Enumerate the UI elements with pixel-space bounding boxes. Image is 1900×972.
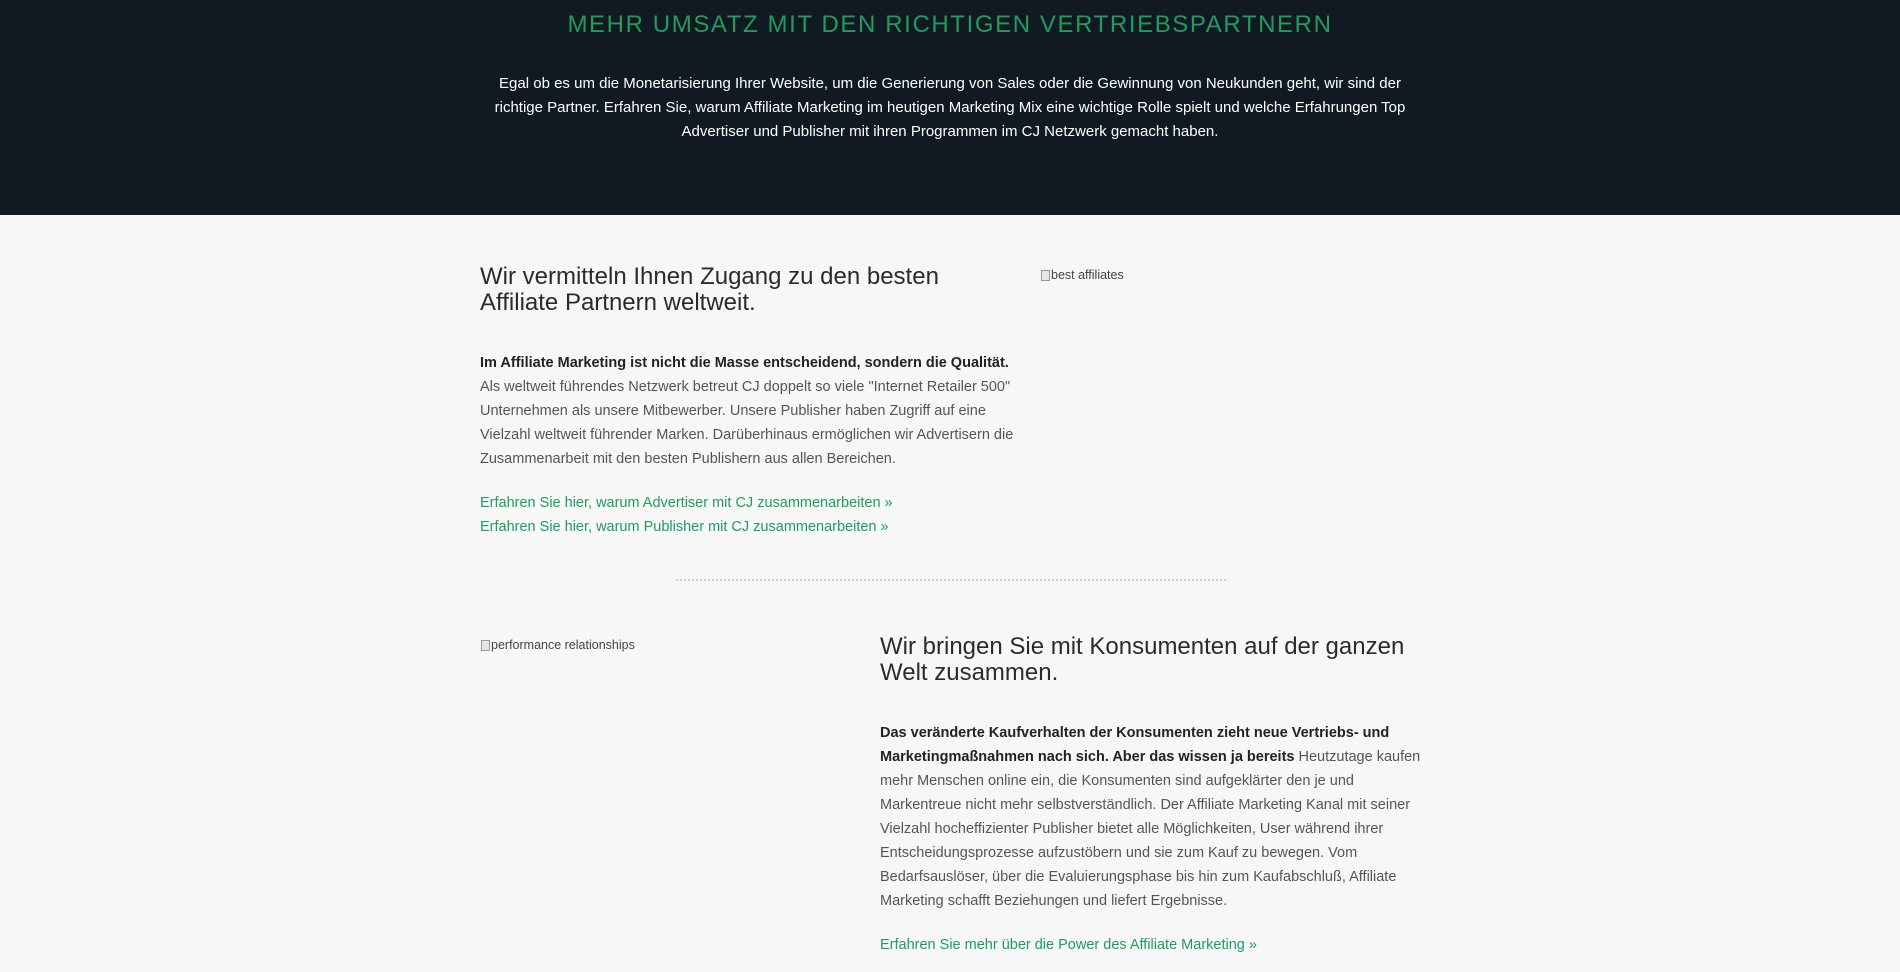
- hero-intro-text: Egal ob es um die Monetarisierung Ihrer Website, um die Generierung von Sales oder die Gewinnung von Neukunden geht, wir sind der richtige Partner. Erfahren Sie, warum Affiliate Marketing im heutigen Marketing Mix eine wichtige Rolle spielt und welche Erfahrungen Top Advertiser und Publisher mit ihren Programmen im CJ Netzwerk gemacht haben.: [494, 75, 1406, 140]
- consumers-lead: Das veränderte Kaufverhalten der Konsumenten zieht neue Vertriebs- und Marketingmaßnahmen nach sich. Aber das wissen ja bereits: [880, 725, 1390, 765]
- section-divider: [676, 579, 1226, 581]
- performance-relationships-alt-text: performance relationships: [491, 638, 635, 652]
- broken-image-icon: [1041, 270, 1050, 281]
- affiliate-power-link[interactable]: Erfahren Sie mehr über die Power des Affiliate Marketing »: [880, 937, 1257, 953]
- consumers-links: [880, 933, 1430, 957]
- advertiser-link[interactable]: Erfahren Sie hier, warum Advertiser mit CJ zusammenarbeiten »: [480, 495, 893, 511]
- consumers-body: Heutzutage kaufen mehr Menschen online ein, die Konsumenten sind aufgeklärter den je und Markentreue nicht mehr selbstverständlich. Der Affiliate Marketing Kanal mit seiner Vielzahl hocheffizienter Publisher bietet alle Möglichkeiten, User während ihrer Entscheidungsprozesse aufzustöbern und sie zum Kauf zu bewegen. Vom Bedarfsauslöser, über die Evaluierungsphase bis hin zum Kaufabschluß, Affiliate Marketing schafft Beziehungen und liefert Ergebnisse.: [880, 749, 1421, 909]
- hero-banner: [0, 0, 1900, 215]
- affiliate-partners-body: Als weltweit führendes Netzwerk betreut CJ doppelt so viele "Internet Retailer 500" Unternehmen als unsere Mitbewerber. Unsere Publisher haben Zugriff auf eine Vielzahl weltweit führender Marken. Darüberhinaus ermöglichen wir Advertisern die Zusammenarbeit mit den besten Publishern aus allen Bereichen.: [480, 379, 1014, 467]
- affiliate-partners-links: [480, 491, 1025, 539]
- affiliate-partners-text: [480, 351, 1025, 471]
- broken-image-icon: [481, 640, 490, 651]
- best-affiliates-alt-text: best affiliates: [1051, 268, 1124, 282]
- best-affiliates-image: [1041, 268, 1124, 282]
- affiliate-partners-lead: Im Affiliate Marketing ist nicht die Masse entscheidend, sondern die Qualität.: [480, 355, 1009, 371]
- consumers-text: [880, 721, 1430, 913]
- hero-title: MEHR UMSATZ MIT DEN RICHTIGEN VERTRIEBSPARTNERN: [567, 11, 1333, 38]
- performance-relationships-image: [481, 638, 635, 652]
- affiliate-partners-heading: Wir vermitteln Ihnen Zugang zu den besten Affiliate Partnern weltweit.: [480, 263, 939, 316]
- consumers-heading: Wir bringen Sie mit Konsumenten auf der ganzen Welt zusammen.: [880, 633, 1405, 686]
- publisher-link[interactable]: Erfahren Sie hier, warum Publisher mit CJ zusammenarbeiten »: [480, 519, 889, 535]
